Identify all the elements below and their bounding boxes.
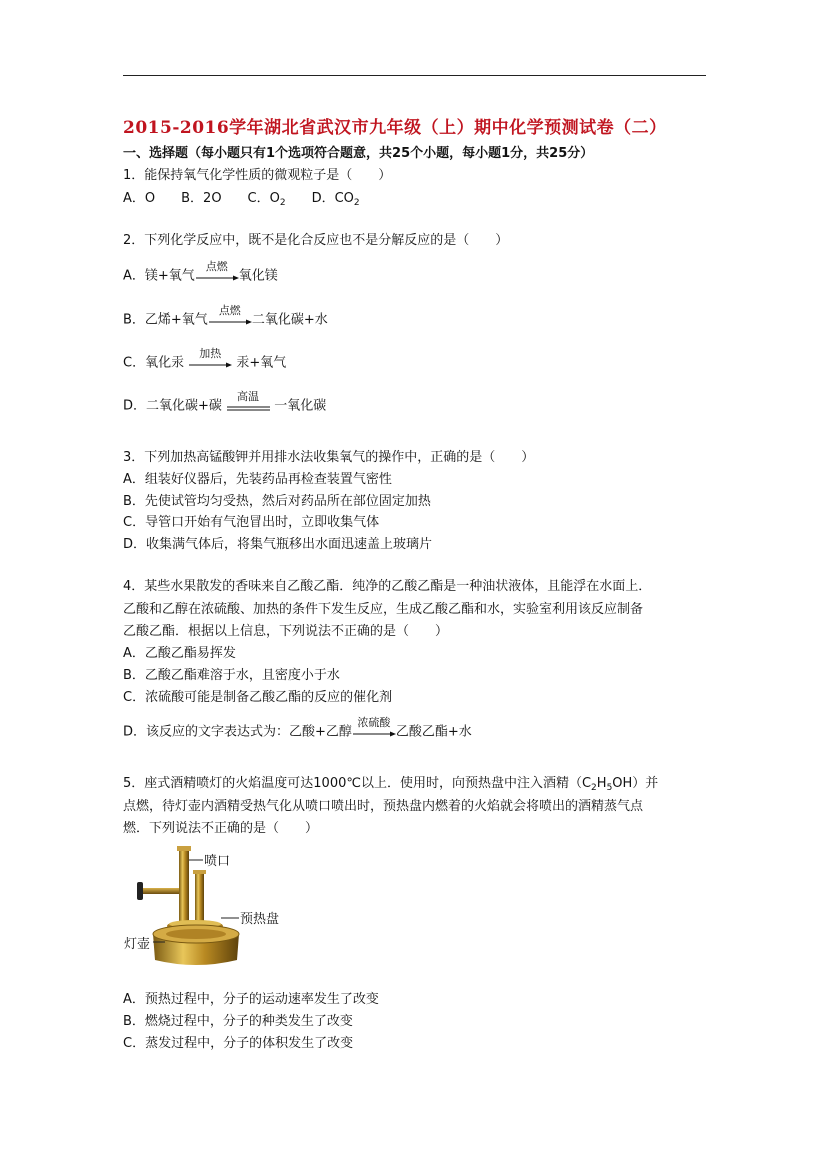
reaction-arrow: 点燃 <box>208 311 252 329</box>
paper-title: 2015-2016学年湖北省武汉市九年级（上）期中化学预测试卷（二） <box>123 118 667 138</box>
q3-option-c: C．导管口开始有气泡冒出时，立即收集气体 <box>123 515 380 530</box>
q1-stem: 1．能保持氧气化学性质的微观粒子是（ ） <box>123 168 392 183</box>
q2-option-d: D．二氧化碳+碳 高温 一氧化碳 <box>123 390 327 414</box>
q4-option-a: A．乙酸乙酯易挥发 <box>123 646 236 661</box>
q4-option-b: B．乙酸乙酯难溶于水，且密度小于水 <box>123 668 340 683</box>
q5-stem-2: 点燃，待灯壶内酒精受热气化从喷口喷出时，预热盘内燃着的火焰就会将喷出的酒精蒸气点 <box>123 799 644 814</box>
section-heading: 一、选择题（每小题只有1个选项符合题意，共25个小题，每小题1分，共25分） <box>123 146 594 161</box>
q4-stem-3: 乙酸乙酯．根据以上信息，下列说法不正确的是（ ） <box>123 624 449 639</box>
q3-option-b: B．先使试管均匀受热，然后对药品所在部位固定加热 <box>123 494 431 509</box>
q2-stem: 2．下列化学反应中，既不是化合反应也不是分解反应的是（ ） <box>123 233 509 248</box>
q5-option-b: B．燃烧过程中，分子的种类发生了改变 <box>123 1014 353 1029</box>
label-nozzle: 喷口 <box>204 854 231 869</box>
q2-option-a: A．镁+氧气 点燃 氧化镁 <box>123 260 278 284</box>
reaction-arrow: 浓硫酸 <box>352 723 396 741</box>
q5-stem-3: 燃．下列说法不正确的是（ ） <box>123 821 319 836</box>
header-rule <box>123 75 706 76</box>
q1-options: A．O B．2O C．$O_2$ D．$CO_2$ <box>123 191 360 208</box>
q4-option-c: C．浓硫酸可能是制备乙酸乙酯的反应的催化剂 <box>123 690 393 705</box>
label-preheat-plate: 预热盘 <box>240 912 280 927</box>
q4-stem-1: 4．某些水果散发的香味来自乙酸乙酯．纯净的乙酸乙酯是一种油状液体，且能浮在水面上． <box>123 579 652 594</box>
q5-option-c: C．蒸发过程中，分子的体积发生了改变 <box>123 1036 354 1051</box>
q2-option-b: B．乙烯+氧气 点燃 二氧化碳+水 <box>123 304 328 328</box>
q3-option-d: D．收集满气体后，将集气瓶移出水面迅速盖上玻璃片 <box>123 537 433 552</box>
q4-option-d: D．该反应的文字表达式为：乙酸+乙醇 浓硫酸 乙酸乙酯+水 <box>123 716 472 740</box>
q5-stem-1: 5．座式酒精喷灯的火焰温度可达1000℃以上．使用时，向预热盘中注入酒精$(C_2H_5OH)$并 <box>123 776 659 793</box>
q3-stem: 3．下列加热高锰酸钾并用排水法收集氧气的操作中，正确的是（ ） <box>123 450 535 465</box>
reaction-arrow: 加热 <box>188 354 232 372</box>
q5-option-a: A．预热过程中，分子的运动速率发生了改变 <box>123 992 379 1007</box>
q4-stem-2: 乙酸和乙醇在浓硫酸、加热的条件下发生反应，生成乙酸乙酯和水，实验室利用该反应制备 <box>123 602 644 617</box>
reaction-arrow: 点燃 <box>195 267 239 285</box>
reaction-arrow: 高温 <box>237 390 260 403</box>
q3-option-a: A．组装好仪器后，先装药品再检查装置气密性 <box>123 472 392 487</box>
label-lamp-pot: 灯壶 <box>124 937 151 952</box>
alcohol-lamp-figure <box>123 842 298 967</box>
q2-option-c: C．氧化汞 加热 汞+氧气 <box>123 347 287 371</box>
